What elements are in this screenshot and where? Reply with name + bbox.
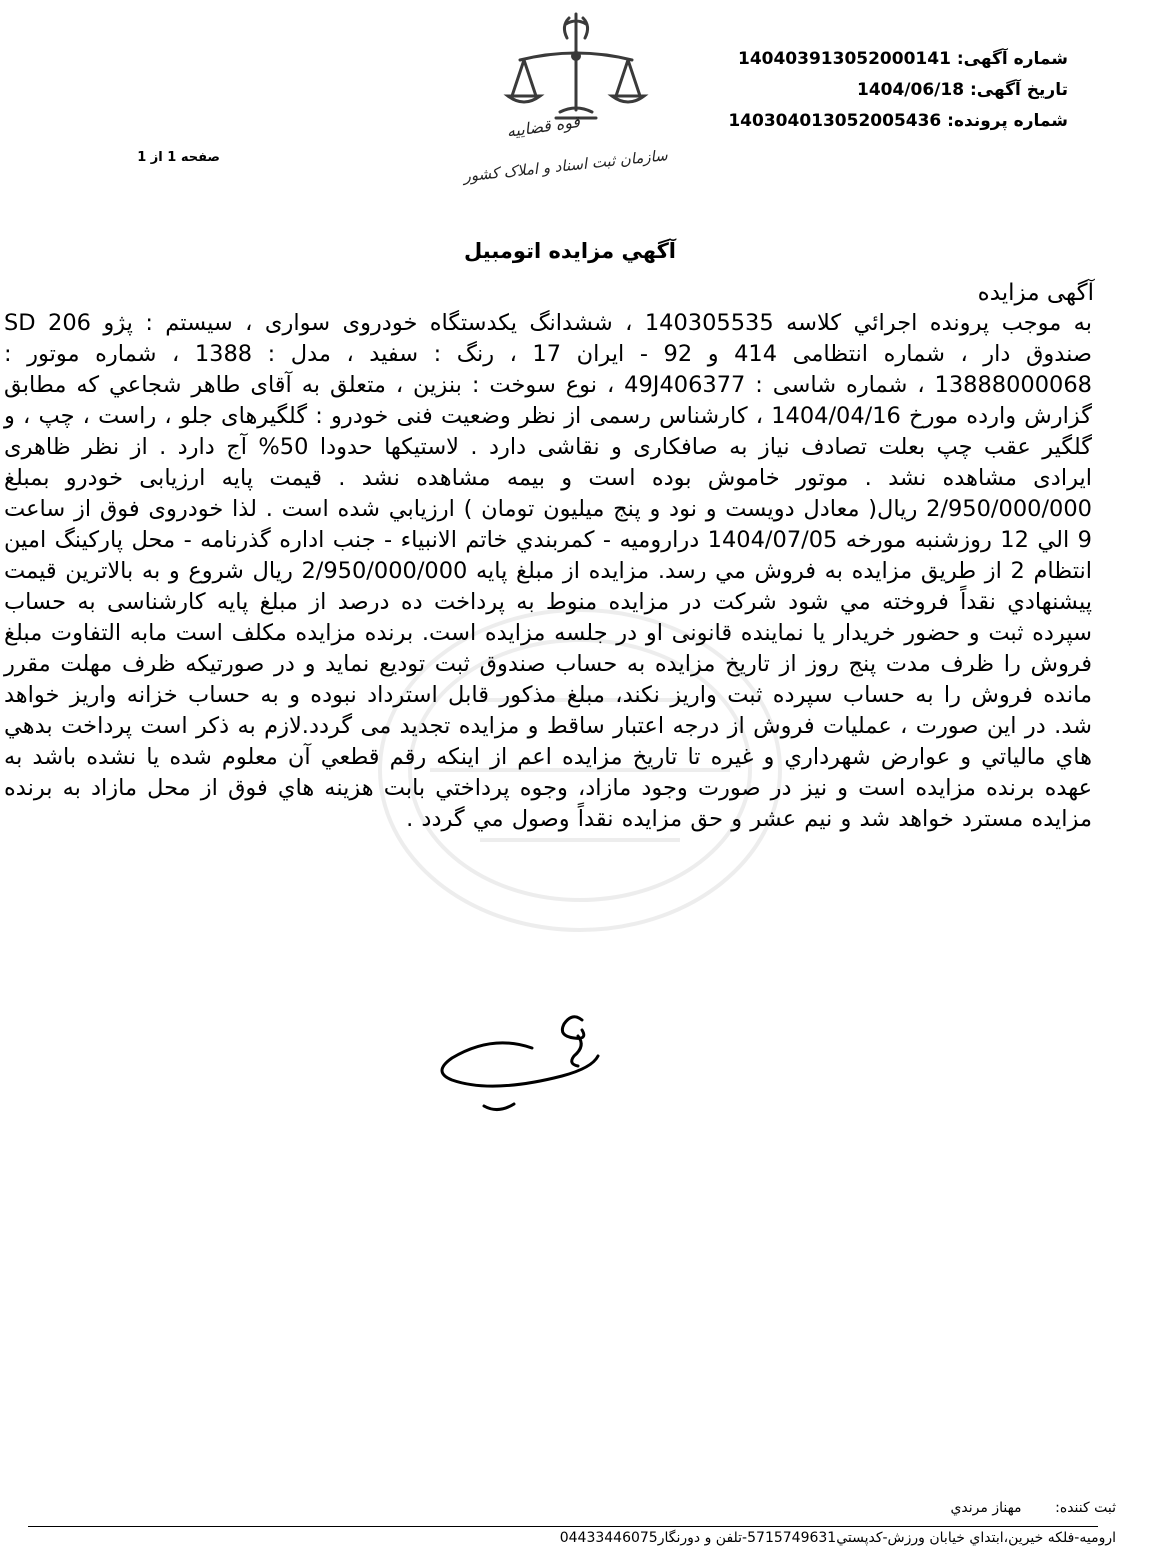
header-meta <box>648 44 1068 137</box>
footer-divider <box>28 1526 1098 1527</box>
registrar <box>816 1500 1116 1516</box>
emblem-caption-bottom: سازمان ثبت اسناد و املاک کشور <box>462 146 669 186</box>
registrar-label: ثبت کننده: <box>1055 1500 1116 1516</box>
page-info: صفحه 1 از 1 <box>137 150 220 165</box>
auction-body-text: به موجب پرونده اجرائي كلاسه 140305535 ، ششدانگ یکدستگاه خودروی سواری ، سیستم : پژو 206 SD صندوق دار ، شماره انتظامی 414 و 92 - ایران 17 ، رنگ : سفید ، مدل : 1388 ، شماره موتور : 13888000068 ، شماره شاسی : 49J406377 ، نوع سوخت : بنزین ، متعلق به آقای طاهر شجاعي که مطابق گزارش وارده مورخ 1404/04/16 ، کارشناس رسمی از نظر وضعیت فنی خودرو : گلگیرهای جلو ، راست ، چپ ، و گلگیر عقب چپ بعلت تصادف نیاز به صافکاری و نقاشی دارد . لاستیکها حدودا 50% آج دارد . از نظر ظاهری ایرادی مشاهده نشد . موتور خاموش بوده است و بیمه مشاهده نشد . قیمت پایه ارزیابی خودرو بمبلغ 2/950/000/000 ریال( معادل دویست و نود و پنج میلیون تومان ) ارزيابي شده است . لذا خودروی فوق از ساعت 9 الي 12 روزشنبه مورخه 1404/07/05 درارومیه - کمربندي خاتم الانبیاء - جنب اداره گذرنامه - محل پارکینگ امین انتظام 2 از طريق مزايده به فروش مي رسد. مزايده از مبلغ پايه 2/950/000/000 ريال شروع و به بالاترين قيمت پيشنهادي نقداً فروخته مي شود شركت در مزايده منوط به پرداخت ده درصد از مبلغ پايه كارشناسی به حساب سپرده ثبت و حضور خريدار يا نماينده قانونی او در جلسه مزايده است. برنده مزايده مكلف است مابه التفاوت مبلغ فروش را ظرف مدت پنج روز از تاريخ مزايده به حساب صندوق ثبت توديع نمايد و در صورتيكه ظرف مهلت مقرر مانده فروش را به حساب سپرده ثبت واريز نكند، مبلغ مذكور قابل استرداد نبوده و به حساب خزانه واريز خواهد شد. در اين صورت ، عمليات فروش از درجه اعتبار ساقط و مزايده تجديد می گردد.لازم به ذكر است پرداخت بدهي هاي مالياتي و عوارض شهرداري و غيره تا تاريخ مزايده اعم از اينكه رقم قطعي آن معلوم شده يا نشده باشد به عهده برنده مزايده است و نيز در صورت وجود مازاد، وجوه پرداختي بابت هزينه هاي فوق از محل مازاد به برنده مزايده مسترد خواهد شد و نيم عشر و حق مزايده نقداً وصول مي گردد . <box>4 310 1093 832</box>
emblem-caption-top: قوه قضاییه <box>505 111 582 141</box>
ad-number: شماره آگهی: 140403913052000141 <box>737 49 1068 69</box>
ad-date: تاریخ آگهی: 1404/06/18 <box>856 80 1068 100</box>
registrar-name: مهناز مرندي <box>950 1500 1022 1516</box>
footer-address: اروميه-فلكه خيرين،ابتداي خيابان ورزش-كدپستي5715749631-تلفن و دورنگار04433446075 <box>559 1530 1116 1546</box>
case-number: شماره پرونده: 140304013052005436 <box>728 111 1068 131</box>
document-title: آگهي مزايده اتومبيل <box>464 239 676 263</box>
document-subtitle: آگهی مزایده <box>977 280 1094 306</box>
signature-icon <box>432 1008 622 1128</box>
